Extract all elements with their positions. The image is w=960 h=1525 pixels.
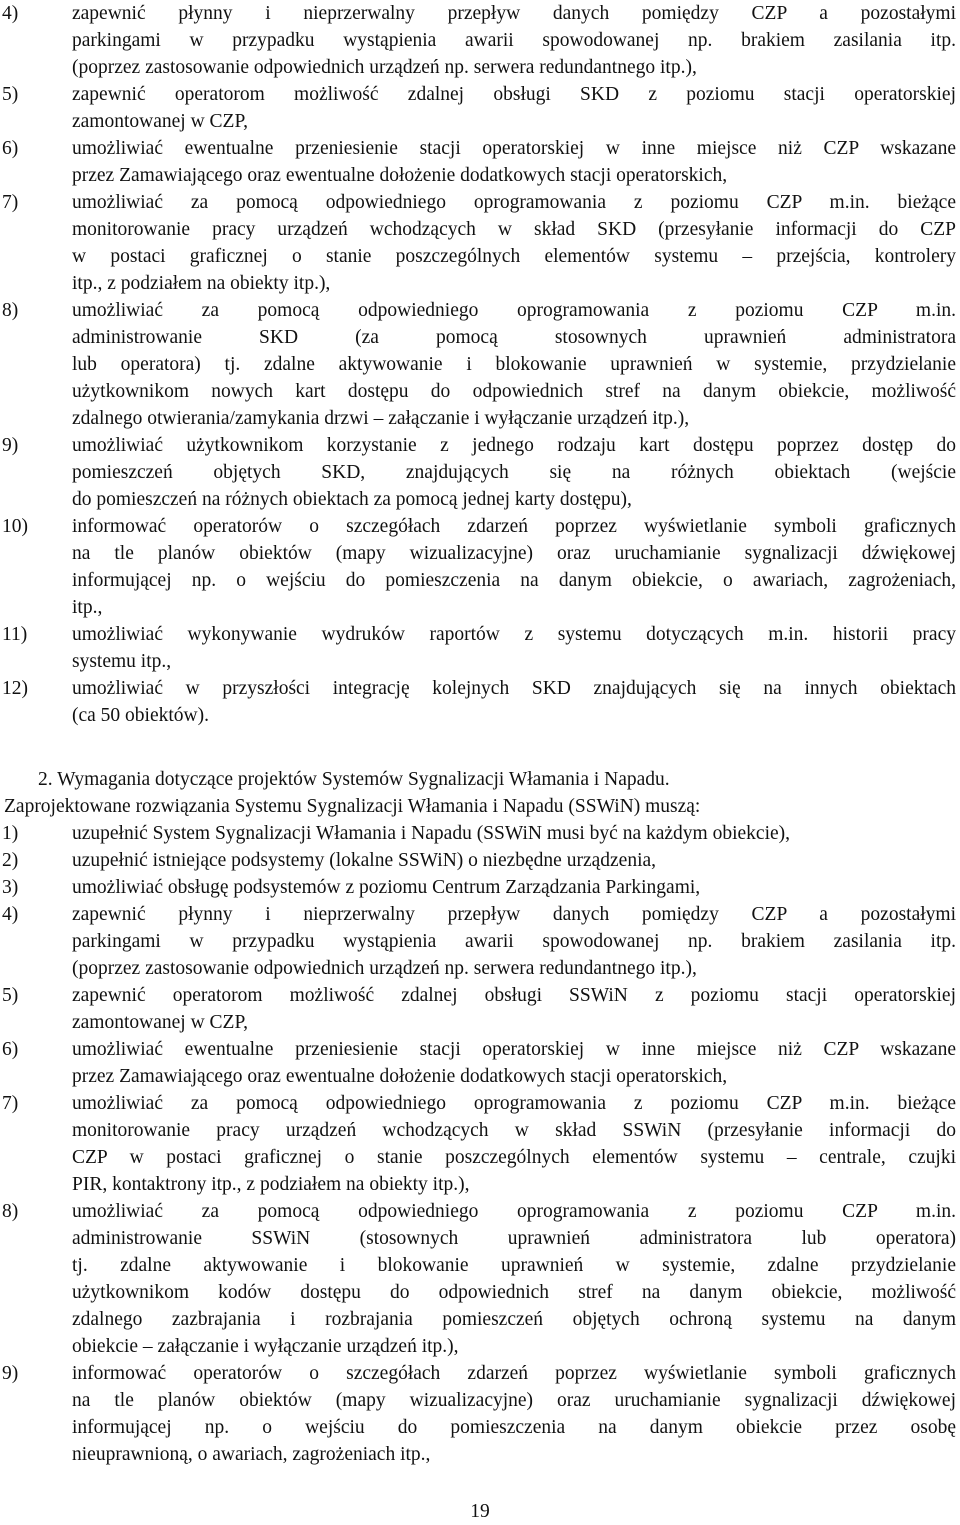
list-item: [0, 675, 960, 729]
text-line: zapewnić płynny i nieprzerwalny przepływ danych pomiędzy CZP a pozostałymi: [72, 3, 956, 24]
list-item-text: [72, 982, 956, 1036]
text-line: przez Zamawiającego oraz ewentualne dołożenie dodatkowych stacji operatorskich,: [72, 1066, 728, 1087]
list-item: [0, 81, 960, 135]
list-item-number: 10): [2, 516, 28, 537]
text-line: do pomieszczeń na różnych obiektach za pomocą jednej karty dostępu),: [72, 489, 632, 510]
text-line: CZP w postaci graficznej o stanie poszczególnych elementów systemu – centrale, czujki: [72, 1147, 956, 1168]
list-item-number: 5): [2, 985, 19, 1006]
list-item: [0, 982, 960, 1036]
text-line: przez Zamawiającego oraz ewentualne dołożenie dodatkowych stacji operatorskich,: [72, 165, 728, 186]
text-line: zdalnego zazbrajania i rozbrajania pomieszczeń objętych ochroną systemu na danym: [72, 1309, 956, 1330]
text-line: umożliwiać za pomocą odpowiedniego oprogramowania z poziomu CZP m.in.: [72, 1201, 956, 1222]
skd-requirements-list: [0, 0, 960, 729]
list-item: [0, 513, 960, 621]
text-line: administrowanie SSWiN (stosownych uprawnień administratora lub operatora): [72, 1228, 956, 1249]
list-item-text: [72, 0, 956, 81]
list-item-text: [72, 1198, 956, 1360]
list-item-text: [72, 297, 956, 432]
list-item-text: [72, 432, 956, 513]
list-item-text: [72, 513, 956, 621]
list-item-number: 2): [2, 850, 19, 871]
text-line: informującej np. o wejściu do pomieszczenia na danym obiekcie, o awariach, zagrożeniach,: [72, 570, 956, 591]
text-line: umożliwiać obsługę podsystemów z poziomu Centrum Zarządzania Parkingami,: [72, 877, 701, 898]
list-item-text: [72, 621, 956, 675]
list-item-text: [72, 135, 956, 189]
text-line: informować operatorów o szczegółach zdarzeń poprzez wyświetlanie symboli graficznych: [72, 1363, 956, 1384]
text-line: umożliwiać ewentualne przeniesienie stacji operatorskiej w inne miejsce niż CZP wskazane: [72, 1039, 956, 1060]
text-line: w postaci graficznej o stanie poszczególnych elementów systemu – przejścia, kontrolery: [72, 246, 956, 267]
list-item-number: 12): [2, 678, 28, 699]
list-item: [0, 874, 960, 901]
list-item-text: [72, 189, 956, 297]
list-item-number: 7): [2, 192, 19, 213]
list-item: [0, 820, 960, 847]
text-line: uzupełnić istniejące podsystemy (lokalne SSWiN) o niezbędne urządzenia,: [72, 850, 657, 871]
text-line: administrowanie SKD (za pomocą stosownych uprawnień administratora: [72, 327, 956, 348]
text-line: monitorowanie pracy urządzeń wchodzących w skład SSWiN (przesyłanie informacji do: [72, 1120, 956, 1141]
list-item: [0, 621, 960, 675]
text-line: tj. zdalne aktywowanie i blokowanie uprawnień w systemie, zdalne przydzielanie: [72, 1255, 956, 1276]
text-line: zamontowanej w CZP,: [72, 1012, 249, 1033]
list-item: [0, 1360, 960, 1468]
list-item-text: [72, 81, 956, 135]
list-item-number: 4): [2, 3, 19, 24]
text-line: zamontowanej w CZP,: [72, 111, 249, 132]
list-item: [0, 432, 960, 513]
text-line: PIR, kontaktrony itp., z podziałem na obiekty itp.),: [72, 1174, 470, 1195]
text-line: umożliwiać użytkownikom korzystanie z jednego rodzaju kart dostępu poprzez dostęp do: [72, 435, 956, 456]
list-item-number: 5): [2, 84, 19, 105]
list-item-number: 6): [2, 138, 19, 159]
text-line: umożliwiać w przyszłości integrację kolejnych SKD znajdujących się na innych obiektach: [72, 678, 956, 699]
text-line: parkingami w przypadku wystąpienia awarii spowodowanej np. brakiem zasilania itp.: [72, 30, 956, 51]
list-item-number: 7): [2, 1093, 19, 1114]
list-item-text: [72, 1036, 956, 1090]
text-line: umożliwiać wykonywanie wydruków raportów z systemu dotyczących m.in. historii pracy: [72, 624, 956, 645]
list-item-number: 1): [2, 823, 19, 844]
section-heading: 2. Wymagania dotyczące projektów Systemów Sygnalizacji Włamania i Napadu.: [38, 769, 670, 790]
list-item-number: 11): [2, 624, 28, 645]
text-line: obiekcie – załączanie i wyłączanie urządzeń itp.),: [72, 1336, 459, 1357]
text-line: umożliwiać ewentualne przeniesienie stacji operatorskiej w inne miejsce niż CZP wskazane: [72, 138, 956, 159]
text-line: nieuprawnioną, o awariach, zagrożeniach itp.,: [72, 1444, 431, 1465]
text-line: (poprzez zastosowanie odpowiednich urządzeń np. serwera redundantnego itp.),: [72, 57, 697, 78]
text-line: (poprzez zastosowanie odpowiednich urządzeń np. serwera redundantnego itp.),: [72, 958, 697, 979]
text-line: (ca 50 obiektów).: [72, 705, 209, 726]
text-line: informować operatorów o szczegółach zdarzeń poprzez wyświetlanie symboli graficznych: [72, 516, 956, 537]
list-item: [0, 0, 960, 81]
list-item: [0, 297, 960, 432]
list-item-number: 9): [2, 1363, 19, 1384]
text-line: parkingami w przypadku wystąpienia awarii spowodowanej np. brakiem zasilania itp.: [72, 931, 956, 952]
list-item: [0, 1090, 960, 1198]
text-line: zdalnego otwierania/zamykania drzwi – załączanie i wyłączanie urządzeń itp.),: [72, 408, 690, 429]
list-item: [0, 847, 960, 874]
text-line: zapewnić operatorom możliwość zdalnej obsługi SSWiN z poziomu stacji operatorskiej: [72, 985, 956, 1006]
list-item-text: [72, 675, 956, 729]
text-line: umożliwiać za pomocą odpowiedniego oprogramowania z poziomu CZP m.in. bieżące: [72, 192, 956, 213]
list-item: [0, 1036, 960, 1090]
text-line: pomieszczeń objętych SKD, znajdujących się na różnych obiektach (wejście: [72, 462, 956, 483]
text-line: umożliwiać za pomocą odpowiedniego oprogramowania z poziomu CZP m.in. bieżące: [72, 1093, 956, 1114]
list-item-text: [72, 901, 956, 982]
text-line: na tle planów obiektów (mapy wizualizacyjne) oraz uruchamianie sygnalizacji dźwiękowej: [72, 1390, 956, 1411]
list-item-text: [72, 820, 956, 847]
text-line: monitorowanie pracy urządzeń wchodzących w skład SKD (przesyłanie informacji do CZP: [72, 219, 956, 240]
text-line: na tle planów obiektów (mapy wizualizacyjne) oraz uruchamianie sygnalizacji dźwiękowej: [72, 543, 956, 564]
text-line: lub operatora) tj. zdalne aktywowanie i blokowanie uprawnień w systemie, przydzielanie: [72, 354, 956, 375]
list-item: [0, 135, 960, 189]
text-line: użytkownikom kodów dostępu do odpowiednich stref na danym obiekcie, możliwość: [72, 1282, 956, 1303]
list-item-text: [72, 1090, 956, 1198]
text-line: zapewnić operatorom możliwość zdalnej obsługi SKD z poziomu stacji operatorskiej: [72, 84, 956, 105]
text-line: uzupełnić System Sygnalizacji Włamania i Napadu (SSWiN musi być na każdym obiekcie),: [72, 823, 791, 844]
text-line: itp.,: [72, 597, 103, 618]
list-item-text: [72, 847, 956, 874]
text-line: umożliwiać za pomocą odpowiedniego oprogramowania z poziomu CZP m.in.: [72, 300, 956, 321]
section-intro: Zaprojektowane rozwiązania Systemu Sygnalizacji Włamania i Napadu (SSWiN) muszą:: [4, 796, 701, 817]
list-item-number: 4): [2, 904, 19, 925]
list-item-text: [72, 874, 956, 901]
list-item-number: 9): [2, 435, 19, 456]
text-line: itp., z podziałem na obiekty itp.),: [72, 273, 331, 294]
list-item-number: 8): [2, 300, 19, 321]
list-item: [0, 901, 960, 982]
list-item-number: 6): [2, 1039, 19, 1060]
text-line: informującej np. o wejściu do pomieszczenia na danym obiekcie przez osobę: [72, 1417, 956, 1438]
list-item: [0, 189, 960, 297]
text-line: zapewnić płynny i nieprzerwalny przepływ danych pomiędzy CZP a pozostałymi: [72, 904, 956, 925]
page-number: 19: [470, 1501, 490, 1522]
list-item-text: [72, 1360, 956, 1468]
sswin-requirements-list: [0, 820, 960, 1468]
text-line: systemu itp.,: [72, 651, 172, 672]
list-item: [0, 1198, 960, 1360]
list-item-number: 3): [2, 877, 19, 898]
text-line: użytkownikom nowych kart dostępu do odpowiednich stref na danym obiekcie, możliwość: [72, 381, 956, 402]
list-item-number: 8): [2, 1201, 19, 1222]
